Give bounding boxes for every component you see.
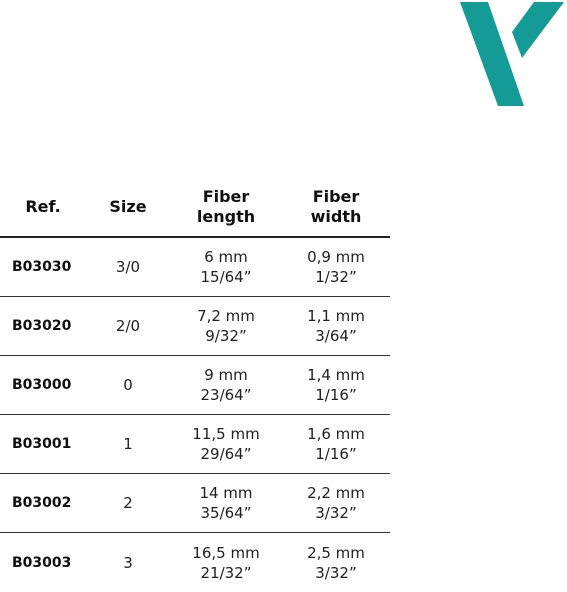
- cell-width-in: 1/16”: [315, 386, 357, 404]
- cell-length-mm: 7,2 mm: [197, 307, 255, 325]
- cell-length-in: 9/32”: [205, 327, 247, 345]
- cell-ref: B03002: [12, 495, 72, 511]
- cell-width-mm: 0,9 mm: [307, 248, 365, 266]
- cell-size: 0: [123, 376, 133, 394]
- header-fiber-length: [170, 187, 282, 227]
- cell-length-mm: 9 mm: [204, 366, 248, 384]
- cell-ref: B03000: [12, 377, 72, 393]
- cell-fiber-length: [170, 543, 282, 583]
- table-row: [0, 474, 390, 533]
- cell-length-in: 29/64”: [200, 445, 252, 463]
- table-row: [0, 356, 390, 415]
- spec-table: [0, 178, 390, 592]
- cell-width-mm: 1,6 mm: [307, 425, 365, 443]
- table-row: [0, 415, 390, 474]
- cell-size: 3: [123, 553, 133, 572]
- cell-fiber-width: [282, 424, 390, 464]
- cell-width-mm: 2,2 mm: [307, 484, 365, 502]
- table-header-row: [0, 178, 390, 238]
- header-fiber-length-line1: Fiber: [202, 187, 250, 206]
- header-fiber-width: [282, 187, 390, 227]
- cell-size: 2/0: [115, 317, 141, 335]
- cell-fiber-length: [170, 424, 282, 464]
- cell-length-in: 35/64”: [200, 504, 252, 522]
- cell-width-in: 1/32”: [315, 268, 357, 286]
- cell-length-in: 15/64”: [200, 268, 252, 286]
- cell-width-mm: 1,1 mm: [307, 307, 365, 325]
- cell-width-mm: 1,4 mm: [307, 366, 365, 384]
- brand-logo-icon: [458, 0, 566, 108]
- cell-size: 3/0: [115, 258, 141, 276]
- cell-fiber-length: [170, 247, 282, 287]
- cell-length-in: 21/32”: [200, 563, 252, 582]
- cell-ref: B03003: [12, 554, 72, 571]
- cell-fiber-width: [282, 483, 390, 523]
- header-ref: Ref.: [25, 197, 61, 216]
- cell-width-in: 1/16”: [315, 445, 357, 463]
- cell-fiber-length: [170, 483, 282, 523]
- cell-fiber-length: [170, 306, 282, 346]
- cell-ref: B03001: [12, 436, 72, 452]
- cell-width-in: 3/32”: [315, 563, 357, 582]
- cell-size: 1: [123, 435, 133, 453]
- header-fiber-width-line1: Fiber: [312, 187, 360, 206]
- cell-width-mm: 2,5 mm: [307, 543, 365, 562]
- logo-left-stroke: [460, 2, 524, 106]
- cell-fiber-width: [282, 247, 390, 287]
- table-row: [0, 238, 390, 297]
- cell-width-in: 3/32”: [315, 504, 357, 522]
- cell-length-in: 23/64”: [200, 386, 252, 404]
- table-row: [0, 297, 390, 356]
- cell-size: 2: [123, 494, 133, 512]
- cell-length-mm: 11,5 mm: [192, 425, 260, 443]
- cell-length-mm: 6 mm: [204, 248, 248, 266]
- cell-fiber-width: [282, 365, 390, 405]
- table-row: [0, 533, 390, 592]
- logo-right-stroke: [512, 2, 564, 58]
- cell-length-mm: 14 mm: [199, 484, 253, 502]
- header-fiber-width-line2: width: [310, 207, 362, 226]
- cell-width-in: 3/64”: [315, 327, 357, 345]
- header-size: Size: [109, 197, 147, 216]
- header-fiber-length-line2: length: [196, 207, 256, 226]
- cell-fiber-width: [282, 543, 390, 583]
- cell-ref: B03030: [12, 259, 72, 275]
- cell-fiber-width: [282, 306, 390, 346]
- cell-ref: B03020: [12, 318, 72, 334]
- cell-length-mm: 16,5 mm: [192, 543, 260, 562]
- cell-fiber-length: [170, 365, 282, 405]
